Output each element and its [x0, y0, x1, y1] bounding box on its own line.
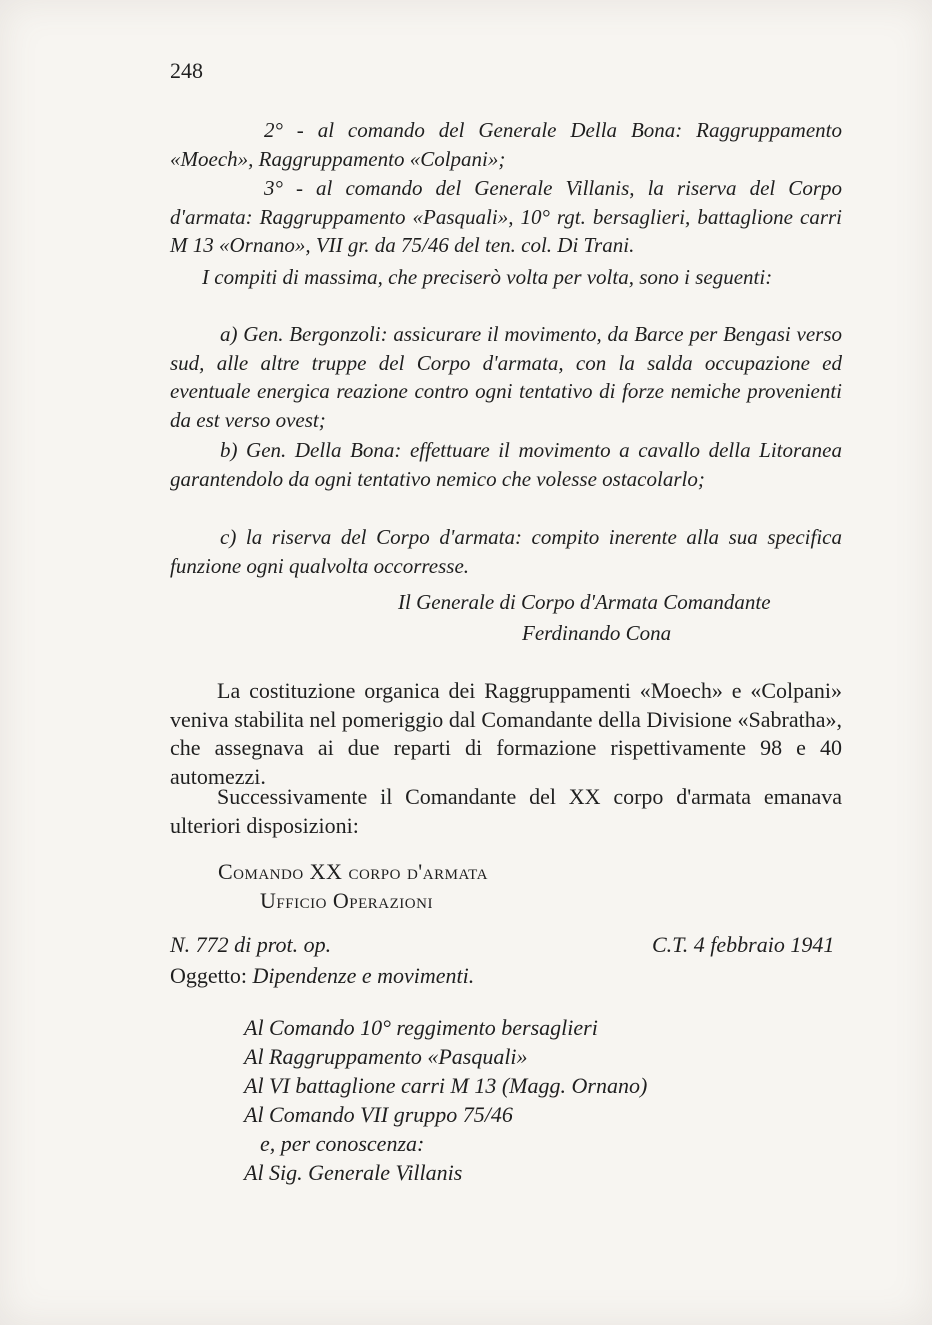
order-header-command: Comando XX corpo d'armata [218, 859, 488, 884]
task-b: b) Gen. Della Bona: effettuare il movimento a cavallo della Litoranea garantendolo da ogni tentativo nemico che volesse ostacolarlo; [170, 438, 842, 491]
compiti-intro: I compiti di massima, che preciserò volta per volta, sono i seguenti: [202, 265, 773, 289]
page-number: 248 [170, 58, 203, 83]
order-date: C.T. 4 febbraio 1941 [652, 932, 835, 957]
protocol-number: N. 772 di prot. op. [170, 932, 332, 957]
subject-text: Dipendenze e movimenti. [252, 963, 475, 988]
signature-title: Il Generale di Corpo d'Armata Comandante [398, 590, 771, 614]
recipient: Al Comando 10° reggimento bersaglieri [244, 1015, 598, 1040]
recipient: Al Raggruppamento «Pasquali» [244, 1044, 528, 1069]
subject-line [170, 962, 474, 991]
recipient: Al VI battaglione carri M 13 (Magg. Ornano) [244, 1073, 648, 1098]
cc-recipient: Al Sig. Generale Villanis [244, 1160, 463, 1185]
signature-name: Ferdinando Cona [522, 621, 672, 645]
recipient: Al Comando VII gruppo 75/46 [244, 1102, 513, 1127]
order-item-2: 2° - al comando del Generale Della Bona: Raggruppamento «Moech», Raggruppamento «Colpani»; [170, 118, 842, 171]
narrative-paragraph-1: La costituzione organica dei Raggruppamenti «Moech» e «Colpani» veniva stabilita nel pomeriggio dal Comandante della Divisione «Sabratha», che assegnava ai due reparti di formazione rispettivamente 98 e 40 automezzi. [170, 678, 842, 789]
narrative-paragraph-2: Successivamente il Comandante del XX corpo d'armata emanava ulteriori disposizioni: [170, 784, 842, 838]
cc-label: e, per conoscenza: [260, 1131, 425, 1156]
task-a: a) Gen. Bergonzoli: assicurare il movimento, da Barce per Bengasi verso sud, alle altre truppe del Corpo d'armata, con la salda occupazione ed eventuale energica reazione contro ogni tentativo di forze nemiche provenienti da est verso ovest; [170, 322, 842, 432]
task-c: c) la riserva del Corpo d'armata: compito inerente alla sua specifica funzione ogni qualvolta occorresse. [170, 525, 842, 578]
subject-label: Oggetto: [170, 963, 247, 988]
order-item-3: 3° - al comando del Generale Villanis, la riserva del Corpo d'armata: Raggruppamento «Pasquali», 10° rgt. bersaglieri, battaglione carri M 13 «Ornano», VII gr. da 75/46 del ten. col. Di Trani. [170, 176, 842, 257]
order-header-office: Ufficio Operazioni [260, 888, 433, 913]
